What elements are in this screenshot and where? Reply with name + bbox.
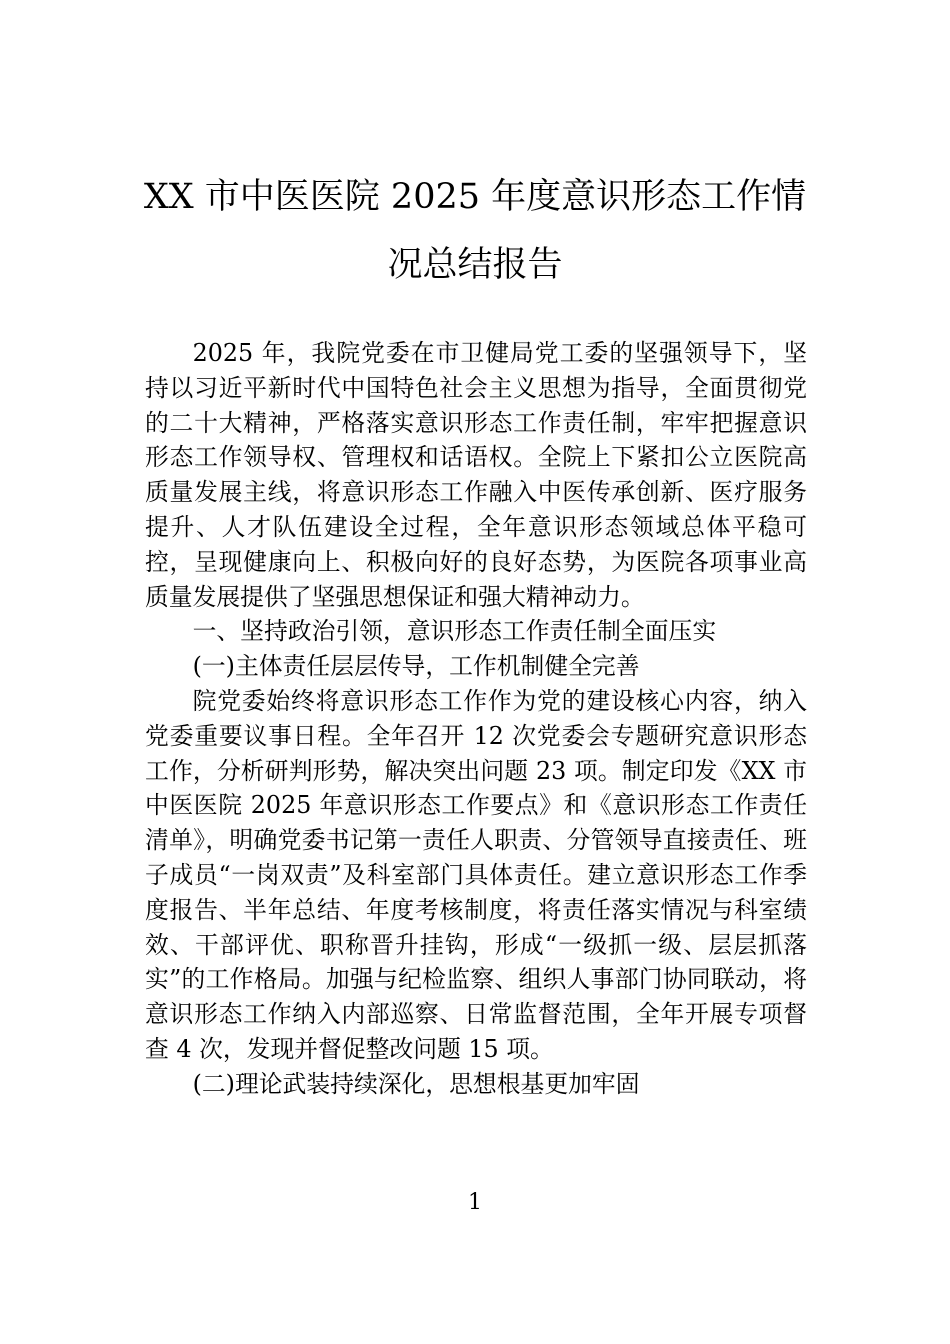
document-title-line-1: XX 市中医医院 2025 年度意识形态工作情 (143, 177, 807, 217)
page-number: 1 (468, 1190, 482, 1215)
body-paragraph: 院党委始终将意识形态工作作为党的建设核心内容，纳入党委重要议事日程。全年召开 12 次党委会专题研究意识形态工作，分析研判形势，解决突出问题 23 项。制定印发《XX 市中医医院 2025 年意识形态工作要点》和《意识形态工作责任清单》，明确党委书记第一责任人职责、分管领导直接责任、班子成员“一岗双责”及科室部门具体责任。建立意识形态工作季度报告、半年总结、年度考核制度，将责任落实情况与科室绩效、干部评优、职称晋升挂钩，形成“一级抓一级、层层抓落实”的工作格局。加强与纪检监察、组织人事部门协同联动，将意识形态工作纳入内部巡察、日常监督范围，全年开展专项督查 4 次，发现并督促整改问题 15 项。 (145, 686, 807, 1063)
section-heading-1: 一、坚持政治引领，意识形态工作责任制全面压实 (192, 617, 717, 646)
document-title-line-2: 况总结报告 (387, 245, 563, 285)
document-body (145, 336, 807, 1102)
subsection-heading-2: (二)理论武装持续深化，思想根基更加牢固 (192, 1069, 640, 1098)
intro-paragraph: 2025 年，我院党委在市卫健局党工委的坚强领导下，坚持以习近平新时代中国特色社会主义思想为指导，全面贯彻党的二十大精神，严格落实意识形态工作责任制，牢牢把握意识形态工作领导权、管理权和话语权。全院上下紧扣公立医院高质量发展主线，将意识形态工作融入中医传承创新、医疗服务提升、人才队伍建设全过程，全年意识形态领域总体平稳可控，呈现健康向上、积极向好的良好态势，为医院各项事业高质量发展提供了坚强思想保证和强大精神动力。 (145, 339, 807, 611)
subsection-heading-1: (一)主体责任层层传导，工作机制健全完善 (192, 652, 640, 681)
